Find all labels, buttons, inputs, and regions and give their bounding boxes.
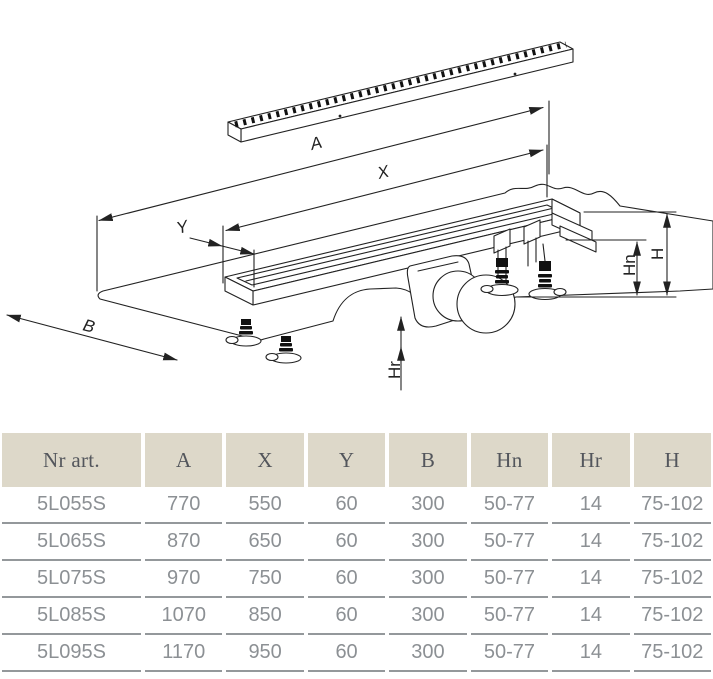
dim-label-x: X: [375, 161, 391, 183]
dimension-table: [2, 433, 711, 672]
table-cell: 300: [389, 487, 466, 524]
table-cell: 5L085S: [2, 598, 141, 635]
table-cell: 300: [389, 598, 466, 635]
column-header-h: H: [634, 433, 711, 487]
table-cell: 870: [145, 524, 222, 561]
grate-cover: [228, 42, 573, 142]
adjustable-foot: [266, 336, 301, 363]
table-cell: 1070: [145, 598, 222, 635]
table-cell: 60: [308, 598, 385, 635]
column-header-nr-art: Nr art.: [2, 433, 141, 487]
column-header-a: A: [145, 433, 222, 487]
table-cell: 14: [552, 598, 629, 635]
table-cell: 14: [552, 487, 629, 524]
table-cell: 1170: [145, 635, 222, 672]
table-cell: 300: [389, 635, 466, 672]
table-cell: 50-77: [471, 561, 548, 598]
table-cell: 60: [308, 524, 385, 561]
table-cell: 5L095S: [2, 635, 141, 672]
table-cell: 750: [226, 561, 303, 598]
screw-dot: [339, 115, 342, 118]
table-cell: 14: [552, 561, 629, 598]
table-cell: 50-77: [471, 487, 548, 524]
dimension-b: [7, 315, 177, 360]
table-cell: 75-102: [634, 561, 711, 598]
outlet-pipe-front: [457, 275, 515, 333]
table-cell: 75-102: [634, 635, 711, 672]
column-header-y: Y: [308, 433, 385, 487]
dim-label-y: Y: [174, 216, 190, 238]
column-header-b: B: [389, 433, 466, 487]
dim-label-hn: Hn: [620, 254, 639, 276]
column-header-x: X: [226, 433, 303, 487]
table-cell: 970: [145, 561, 222, 598]
table-cell: 5L075S: [2, 561, 141, 598]
dim-label-hr: Hr: [385, 361, 404, 379]
table-cell: 60: [308, 635, 385, 672]
table-cell: 14: [552, 524, 629, 561]
table-cell: 50-77: [471, 524, 548, 561]
screw-dot: [514, 73, 517, 76]
table-cell: 50-77: [471, 598, 548, 635]
dim-label-h: H: [648, 247, 667, 260]
column-header-hr: Hr: [552, 433, 629, 487]
table-cell: 5L065S: [2, 524, 141, 561]
grate-slots: [235, 45, 566, 125]
table-cell: 60: [308, 487, 385, 524]
table-cell: 75-102: [634, 524, 711, 561]
table-cell: 50-77: [471, 635, 548, 672]
table-cell: 770: [145, 487, 222, 524]
table-cell: 75-102: [634, 487, 711, 524]
table-cell: 60: [308, 561, 385, 598]
dimension-hr: [385, 317, 404, 390]
table-cell: 75-102: [634, 598, 711, 635]
table-cell: 300: [389, 524, 466, 561]
table-cell: 850: [226, 598, 303, 635]
column-header-hn: Hn: [471, 433, 548, 487]
table-cell: 14: [552, 635, 629, 672]
table-cell: 550: [226, 487, 303, 524]
table-cell: 950: [226, 635, 303, 672]
dim-label-a: A: [308, 132, 324, 154]
table-cell: 300: [389, 561, 466, 598]
dim-label-b: B: [80, 315, 97, 337]
table-cell: 650: [226, 524, 303, 561]
table-cell: 5L055S: [2, 487, 141, 524]
